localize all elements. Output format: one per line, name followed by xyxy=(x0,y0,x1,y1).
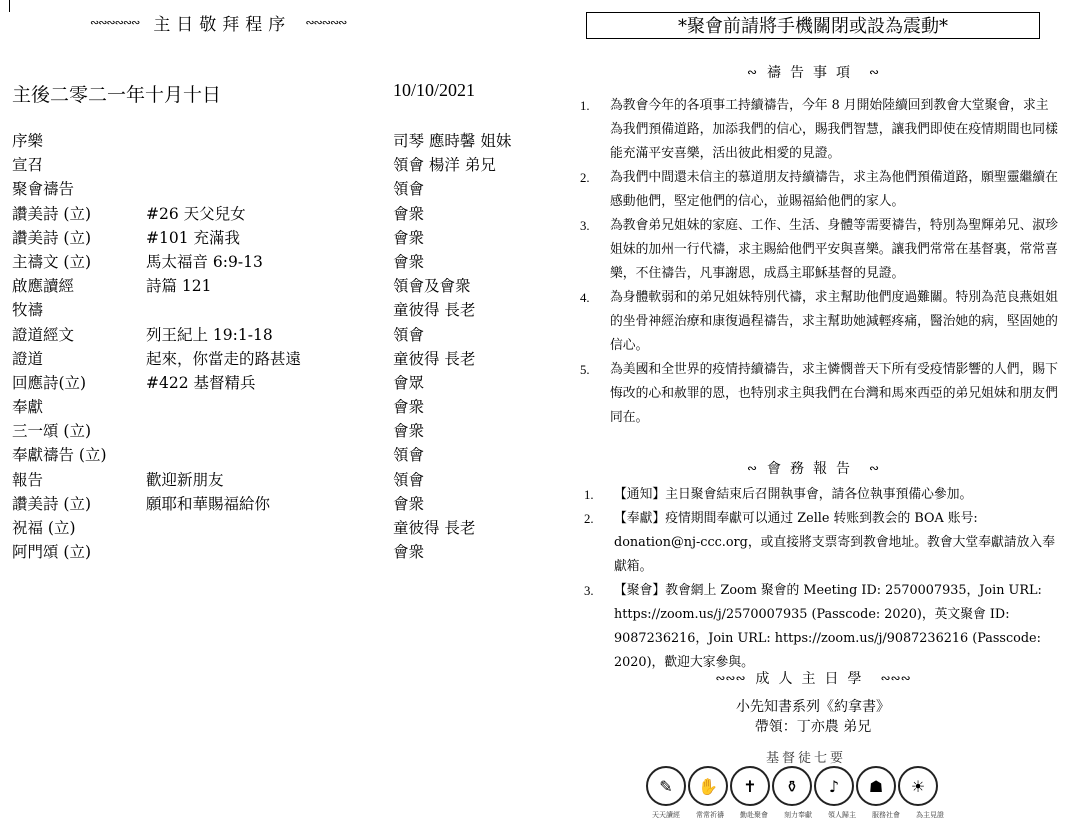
giving-icon: ⚱ xyxy=(772,766,812,806)
news-list xyxy=(584,483,1058,675)
program-person: 童彼得 長老 xyxy=(393,349,476,368)
sunday-school-series: 小先知書系列《約拿書》 xyxy=(736,699,890,715)
ornament-icon: ∾∾∾ xyxy=(880,671,911,685)
list-item xyxy=(584,483,1058,507)
program-item: 報告 xyxy=(12,470,44,489)
list-item xyxy=(580,214,1058,286)
program-row xyxy=(12,250,572,274)
list-text: 為教會弟兄姐妹的家庭、工作、生活、身體等需要禱告，特別為聖輝弟兄、淑珍姐妹的加州一行代禱，求主賜給他們平安與喜樂。讓我們常常在基督裏，常常喜樂，不住禱告，凡事謝恩，成爲主耶穌基督的見證。 xyxy=(610,218,1058,281)
ornament-icon: ∾ xyxy=(746,461,757,475)
program-row xyxy=(12,492,572,516)
program-person: 領會 xyxy=(393,470,425,489)
sunday-school-heading xyxy=(586,668,1040,688)
list-text: 為美國和全世界的疫情持續禱告，求主憐憫普天下所有受疫情影響的人們，賜下悔改的心和赦罪的恩，也特別求主與我們在台灣和馬來西亞的弟兄姐妹和朋友們同在。 xyxy=(610,362,1058,425)
ornament-icon: ∾ xyxy=(869,65,880,79)
program-row xyxy=(12,177,572,201)
news-heading xyxy=(586,458,1040,478)
program-item: 回應詩(立) xyxy=(12,373,87,392)
ornament-icon: ∾∾∾ xyxy=(715,671,746,685)
program-person: 會衆 xyxy=(393,494,425,513)
program-title-text: 主日敬拜程序 xyxy=(153,14,292,35)
program-row xyxy=(12,202,572,226)
prayer-heading xyxy=(586,62,1040,82)
program-row xyxy=(12,443,572,467)
date-chinese: 主後二零二一年十月十日 xyxy=(12,84,222,106)
list-item xyxy=(580,94,1058,166)
program-item: 證道 xyxy=(12,349,44,368)
program-item: 主禱文 (立) xyxy=(12,252,92,271)
program-row xyxy=(12,516,572,540)
prayer-list xyxy=(580,94,1058,430)
seven-essentials-icons xyxy=(646,766,938,806)
program-person: 領會 xyxy=(393,180,425,199)
list-number: 1. xyxy=(584,488,594,502)
program-row xyxy=(12,129,572,153)
program-content: 詩篇 121 xyxy=(146,277,212,296)
program-row xyxy=(12,153,572,177)
program-row xyxy=(12,226,572,250)
news-heading-text: 會務報告 xyxy=(767,461,859,477)
program-row xyxy=(12,274,572,298)
program-item: 聚會禱告 xyxy=(12,180,75,199)
list-number: 2. xyxy=(584,512,594,526)
program-person: 會衆 xyxy=(393,398,425,417)
text-cursor xyxy=(9,0,10,12)
list-text: 【聚會】教會網上 Zoom 聚會的 Meeting ID: 2570007935，Join URL: https://zoom.us/j/2570007935 (Passcode: 2020)，英文聚會 ID: 9087236216，Join URL: https://zoom.us/j/9087236216 (Passcode: 2020)，歡迎大家參與。 xyxy=(614,583,1042,670)
program-content: 歡迎新朋友 xyxy=(146,470,224,489)
seven-essentials-label: 為主見證 xyxy=(916,811,944,819)
program-row xyxy=(12,540,572,564)
program-item: 祝福 (立) xyxy=(12,519,76,537)
program-person: 領會及會衆 xyxy=(393,277,471,296)
witness-icon: ☀ xyxy=(898,766,938,806)
list-number: 5. xyxy=(580,363,590,377)
program-person: 會眾 xyxy=(393,373,425,392)
seven-essentials-label: 服務社會 xyxy=(872,811,900,819)
program-content: 列王紀上 19:1-18 xyxy=(146,325,273,344)
seven-essentials-label: 勤赴聚會 xyxy=(740,811,768,819)
prayer-heading-text: 禱告事項 xyxy=(767,65,859,81)
praying-icon: ✋ xyxy=(688,766,728,806)
list-item xyxy=(580,358,1058,430)
program-row xyxy=(12,298,572,322)
list-number: 3. xyxy=(584,584,594,598)
worship-program xyxy=(12,129,572,564)
program-title xyxy=(90,10,450,34)
ornament-icon: ∾ xyxy=(746,65,757,79)
program-item: 宣召 xyxy=(12,156,44,175)
program-item: 奉獻 xyxy=(12,398,44,417)
list-item xyxy=(584,579,1058,675)
list-item xyxy=(584,507,1058,579)
program-item: 啟應讀經 xyxy=(12,277,75,296)
seven-essentials-label: 天天讀經 xyxy=(652,811,680,819)
seven-essentials-label: 常常祈禱 xyxy=(696,811,724,819)
seven-essentials-title: 基督徒七要 xyxy=(765,751,846,766)
gathering-icon: ✝ xyxy=(730,766,770,806)
sunday-school-heading-text: 成人主日學 xyxy=(755,671,871,687)
list-text: 為我們中間還未信主的慕道朋友持續禱告，求主為他們預備道路，願聖靈繼續在感動他們，堅定他們的信心，並賜福給他們的家人。 xyxy=(610,170,1058,209)
program-item: 證道經文 xyxy=(12,325,75,344)
program-content: 願耶和華賜福給你 xyxy=(146,494,271,513)
program-row xyxy=(12,395,572,419)
list-number: 3. xyxy=(580,219,590,233)
program-content: #101 充滿我 xyxy=(146,228,240,247)
program-item: 阿門頌 (立) xyxy=(12,543,92,562)
program-item: 奉獻禱告 (立) xyxy=(12,446,107,465)
program-row xyxy=(12,347,572,371)
list-number: 1. xyxy=(580,99,590,113)
program-content: #26 天父兒女 xyxy=(146,204,246,223)
program-person: 司琴 應時馨 姐妹 xyxy=(393,132,512,150)
program-person: 領會 xyxy=(393,446,425,465)
ornament-icon: ∾ xyxy=(869,461,880,475)
list-item xyxy=(580,166,1058,214)
program-person: 會衆 xyxy=(393,252,425,271)
program-person: 領會 xyxy=(393,325,425,344)
program-item: 序樂 xyxy=(12,132,44,150)
sunday-school-leader: 帶領：丁亦農 弟兄 xyxy=(754,719,872,735)
phone-notice: *聚會前請將手機關閉或設為震動* xyxy=(586,12,1040,39)
program-person: 會衆 xyxy=(393,543,425,562)
program-item: 牧禱 xyxy=(12,301,44,320)
program-item: 三一頌 (立) xyxy=(12,422,92,441)
program-content: 起來，你當走的路甚遠 xyxy=(146,349,302,368)
program-item: 讚美詩 (立) xyxy=(12,228,92,247)
list-number: 4. xyxy=(580,291,590,305)
program-person: 童彼得 長老 xyxy=(393,519,476,537)
service-icon: ☗ xyxy=(856,766,896,806)
evangelism-icon: ♪ xyxy=(814,766,854,806)
program-person: 會衆 xyxy=(393,204,425,223)
list-number: 2. xyxy=(580,171,590,185)
seven-essentials-label: 刻力奉獻 xyxy=(784,811,812,819)
program-item: 讚美詩 (立) xyxy=(12,204,92,223)
list-text: 為教會今年的各項事工持續禱告，今年 8 月開始陸續回到教會大堂聚會，求主為我們預備道路，加添我們的信心，賜我們智慧，讓我們即使在疫情期間也同樣能充滿平安喜樂，活出彼此相愛的見證。 xyxy=(610,98,1058,161)
list-item xyxy=(580,286,1058,358)
program-person: 會衆 xyxy=(393,422,425,441)
list-text: 【通知】主日聚會結束后召開執事會，請各位執事預備心參加。 xyxy=(614,487,973,502)
program-row xyxy=(12,371,572,395)
reading-bible-icon: ✎ xyxy=(646,766,686,806)
ornament-icon: ∾∾∾∾∾ xyxy=(305,15,347,29)
list-text: 【奉獻】疫情期間奉獻可以通过 Zelle 转账到教会的 BOA 账号: donation@nj-ccc.org，或直接將支票寄到教會地址。教會大堂奉獻請放入奉獻箱。 xyxy=(614,511,1055,574)
list-text: 為身體軟弱和的弟兄姐妹特別代禱，求主幫助他們度過難關。特別為范良燕姐姐的坐骨神經治療和康復過程禱告，求主幫助她減輕疼痛，醫治她的病，堅固她的信心。 xyxy=(610,290,1058,353)
ornament-icon: ∾∾∾∾∾∾ xyxy=(90,15,140,29)
program-person: 會衆 xyxy=(393,228,425,247)
seven-essentials-label: 領人歸主 xyxy=(828,811,856,819)
program-row xyxy=(12,323,572,347)
date-numeric: 10/10/2021 xyxy=(393,80,476,100)
program-item: 讚美詩 (立) xyxy=(12,494,92,513)
program-person: 領會 楊洋 弟兄 xyxy=(393,156,496,175)
program-row xyxy=(12,419,572,443)
program-person: 童彼得 長老 xyxy=(393,301,476,320)
program-row xyxy=(12,468,572,492)
seven-essentials-labels xyxy=(646,810,950,820)
program-content: #422 基督精兵 xyxy=(146,373,256,392)
program-content: 馬太福音 6:9-13 xyxy=(146,252,263,271)
